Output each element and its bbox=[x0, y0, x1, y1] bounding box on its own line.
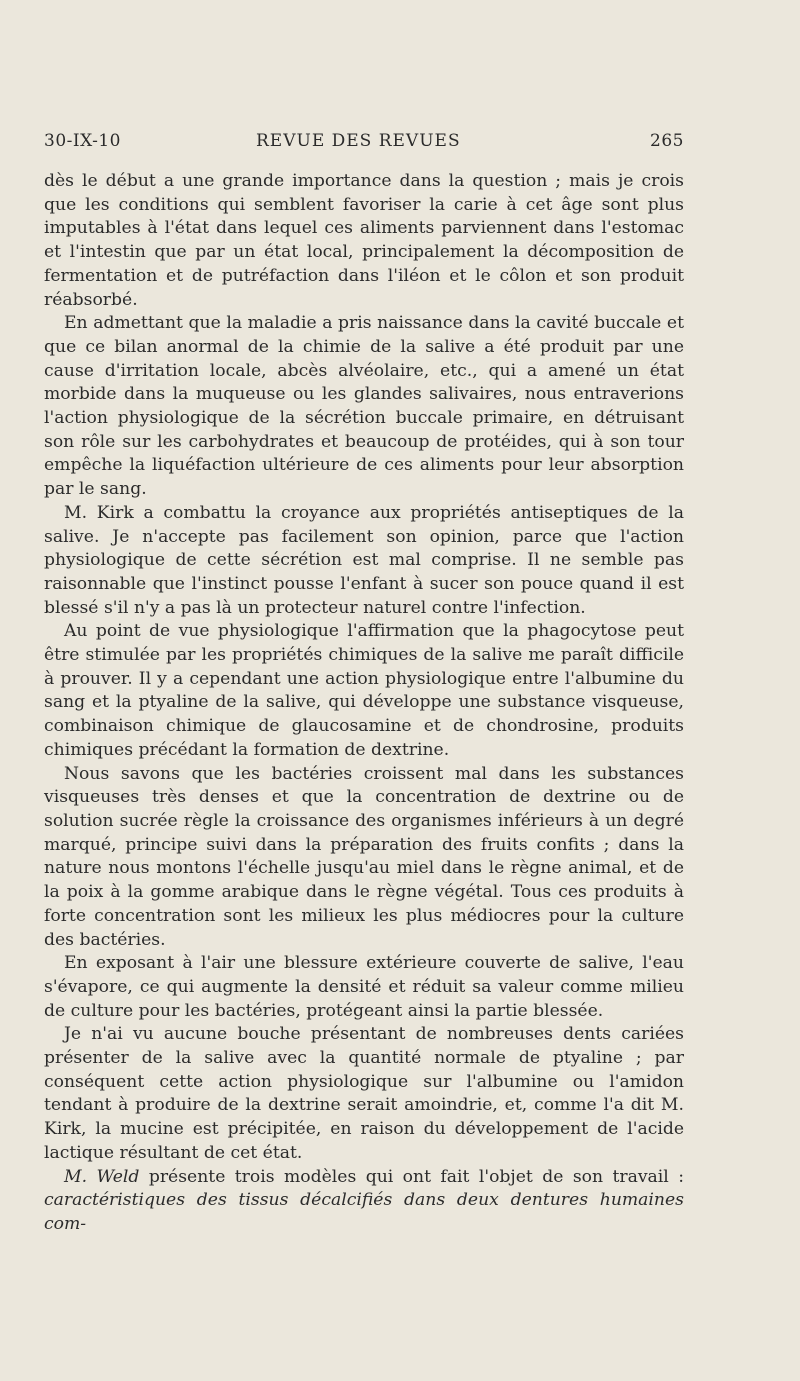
header-date: 30-IX-10 bbox=[44, 131, 121, 151]
paragraph: Je n'ai vu aucune bouche présentant de nombreuses dents cariées présenter de la salive avec la quantité normale de ptyaline ; par conséquent cette action physiologique sur l'albumine ou l'amidon tendant à produire de la dextrine serait amoindrie, et, comme l'a dit M. Kirk, la mucine est précipitée, en raison du développement de l'acide lactique résultant de cet état. bbox=[44, 1024, 684, 1163]
paragraph: Au point de vue physiologique l'affirmation que la phagocytose peut être stimulée par les propriétés chimiques de la salive me paraît difficile à prouver. Il y a cependant une action physiologique entre l'albumine du sang et la ptyaline de la salive, qui développe une substance visqueuse, combinaison chimique de glaucosamine et de chondrosine, produits chimiques précédant la formation de dextrine. bbox=[44, 621, 684, 760]
paragraph: dès le début a une grande importance dans la question ; mais je crois que les conditions qui semblent favoriser la carie à cet âge sont plus imputables à l'état dans lequel ces aliments parviennent dans l'estomac et l'intestin que par un état local, principalement la décomposition de fermentation et de putréfaction dans l'iléon et le côlon et son produit réabsorbé. bbox=[44, 171, 684, 310]
page-number: 265 bbox=[650, 131, 684, 151]
work-title: caractéristiques des tissus décalcifiés dans deux dentures humaines com- bbox=[44, 1190, 684, 1234]
paragraph: Nous savons que les bactéries croissent mal dans les substances visqueuses très denses et que la concentration de dextrine ou de solution sucrée règle la croissance des organismes inférieurs à un degré marqué, principe suivi dans la préparation des fruits confits ; dans la nature nous montons l'échelle jusqu'au miel dans le règne animal, et de la poix à la gomme arabique dans le règne végétal. Tous ces produits à forte concentration sont les milieux les plus médiocres pour la culture des bactéries. bbox=[44, 763, 684, 950]
paragraph: M. Kirk a combattu la croyance aux propriétés antiseptiques de la salive. Je n'accepte pas facilement son opinion, parce que l'action physiologique de cette sécrétion est mal comprise. Il ne semble pas raisonnable que l'instinct pousse l'enfant à sucer son pouce quand il est blessé s'il n'y a pas là un protecteur naturel contre l'infection. bbox=[44, 502, 684, 618]
author-name: M. Weld bbox=[64, 1166, 140, 1187]
paragraph-last bbox=[44, 1166, 684, 1237]
article-body bbox=[44, 170, 684, 1237]
header-title: REVUE DES REVUES bbox=[256, 131, 461, 151]
running-header bbox=[44, 131, 684, 157]
paragraph: En admettant que la maladie a pris naissance dans la cavité buccale et que ce bilan anormal de la chimie de la salive a été produit par une cause d'irritation locale, abcès alvéolaire, etc., qui a amené un état morbide dans la muqueuse ou les glandes salivaires, nous entraverions l'action physiologique de la sécrétion buccale primaire, en détruisant son rôle sur les carbohydrates et beaucoup de protéides, qui à son tour empêche la liquéfaction ultérieure de ces aliments pour leur absorption par le sang. bbox=[44, 313, 684, 500]
paragraph-text: présente trois modèles qui ont fait l'objet de son travail : bbox=[139, 1166, 684, 1187]
paragraph: En exposant à l'air une blessure extérieure couverte de salive, l'eau s'évapore, ce qui augmente la densité et réduit sa valeur comme milieu de culture pour les bactéries, protégeant ainsi la partie blessée. bbox=[44, 953, 684, 1021]
